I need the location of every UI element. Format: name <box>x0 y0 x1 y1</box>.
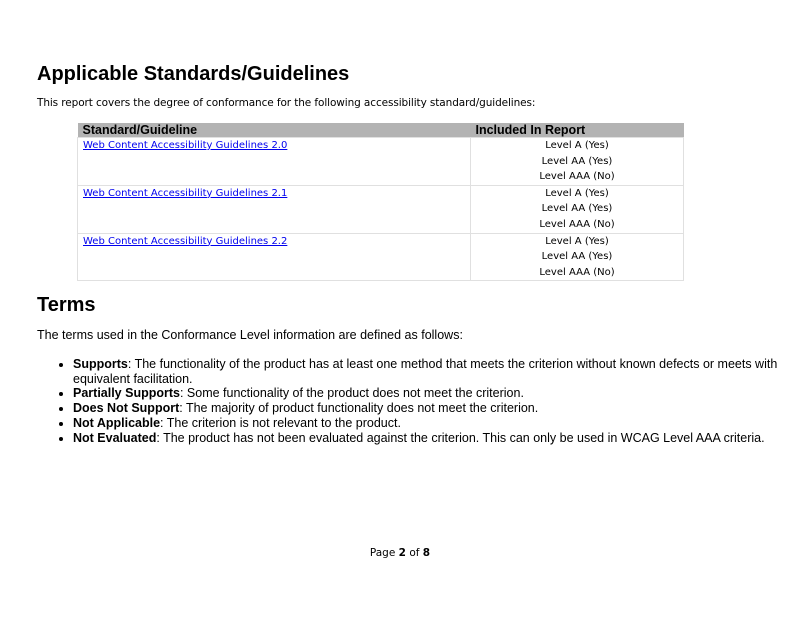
page-total: 8 <box>422 547 431 559</box>
standard-link[interactable]: Web Content Accessibility Guidelines 2.0 <box>83 140 288 151</box>
term-name: Partially Supports <box>73 386 180 401</box>
level-item: Level AAA (No) <box>539 171 615 183</box>
term-name: Not Evaluated <box>73 430 157 445</box>
standards-table <box>77 123 684 281</box>
standard-cell <box>78 185 471 233</box>
term-name: Does Not Support <box>73 401 180 416</box>
term-definition: : The functionality of the product has at least one method that meets the criterion without known defects or meets with equivalent facilitation. <box>73 357 778 386</box>
level-item: Level A (Yes) <box>545 187 609 199</box>
section-heading-terms: Terms <box>37 294 96 316</box>
list-item <box>73 357 800 386</box>
terms-intro: The terms used in the Conformance Level information are defined as follows: <box>37 328 463 342</box>
page-of: of <box>409 547 420 559</box>
page-current: 2 <box>398 547 406 559</box>
term-definition: : The product has not been evaluated against the criterion. This can only be used in WCAG Level AAA criteria. <box>156 430 765 445</box>
list-item <box>73 431 800 446</box>
page-label: Page <box>369 547 396 559</box>
levels-cell <box>471 233 684 281</box>
terms-list <box>37 357 800 445</box>
term-name: Supports <box>73 357 128 371</box>
table-row <box>78 233 684 281</box>
levels-cell <box>471 185 684 233</box>
term-definition: : The criterion is not relevant to the product. <box>160 415 401 430</box>
page-footer <box>0 547 800 559</box>
levels-cell <box>471 138 684 186</box>
level-item: Level AA (Yes) <box>541 251 613 263</box>
section-heading-standards: Applicable Standards/Guidelines <box>37 63 350 85</box>
level-item: Level AAA (No) <box>539 218 615 230</box>
list-item <box>73 386 800 401</box>
standard-cell <box>78 138 471 186</box>
level-item: Level AAA (No) <box>539 266 615 278</box>
term-definition: : Some functionality of the product does not meet the criterion. <box>179 386 524 401</box>
table-row <box>78 185 684 233</box>
list-item <box>73 401 800 416</box>
level-item: Level AA (Yes) <box>541 203 613 215</box>
term-definition: : The majority of product functionality does not meet the criterion. <box>179 401 539 416</box>
standard-link[interactable]: Web Content Accessibility Guidelines 2.2 <box>83 235 288 247</box>
standard-link[interactable]: Web Content Accessibility Guidelines 2.1 <box>83 187 288 199</box>
header-standard: Standard/Guideline <box>78 123 471 138</box>
standard-cell <box>78 233 471 281</box>
level-item: Level AA (Yes) <box>541 155 613 167</box>
term-name: Not Applicable <box>73 415 161 430</box>
header-included: Included In Report <box>471 123 684 138</box>
level-item: Level A (Yes) <box>545 235 609 247</box>
list-item <box>73 416 800 431</box>
level-item: Level A (Yes) <box>545 140 609 151</box>
table-header-row <box>78 123 684 138</box>
table-row <box>78 138 684 186</box>
standards-intro: This report covers the degree of conformance for the following accessibility standard/guidelines: <box>37 97 536 109</box>
